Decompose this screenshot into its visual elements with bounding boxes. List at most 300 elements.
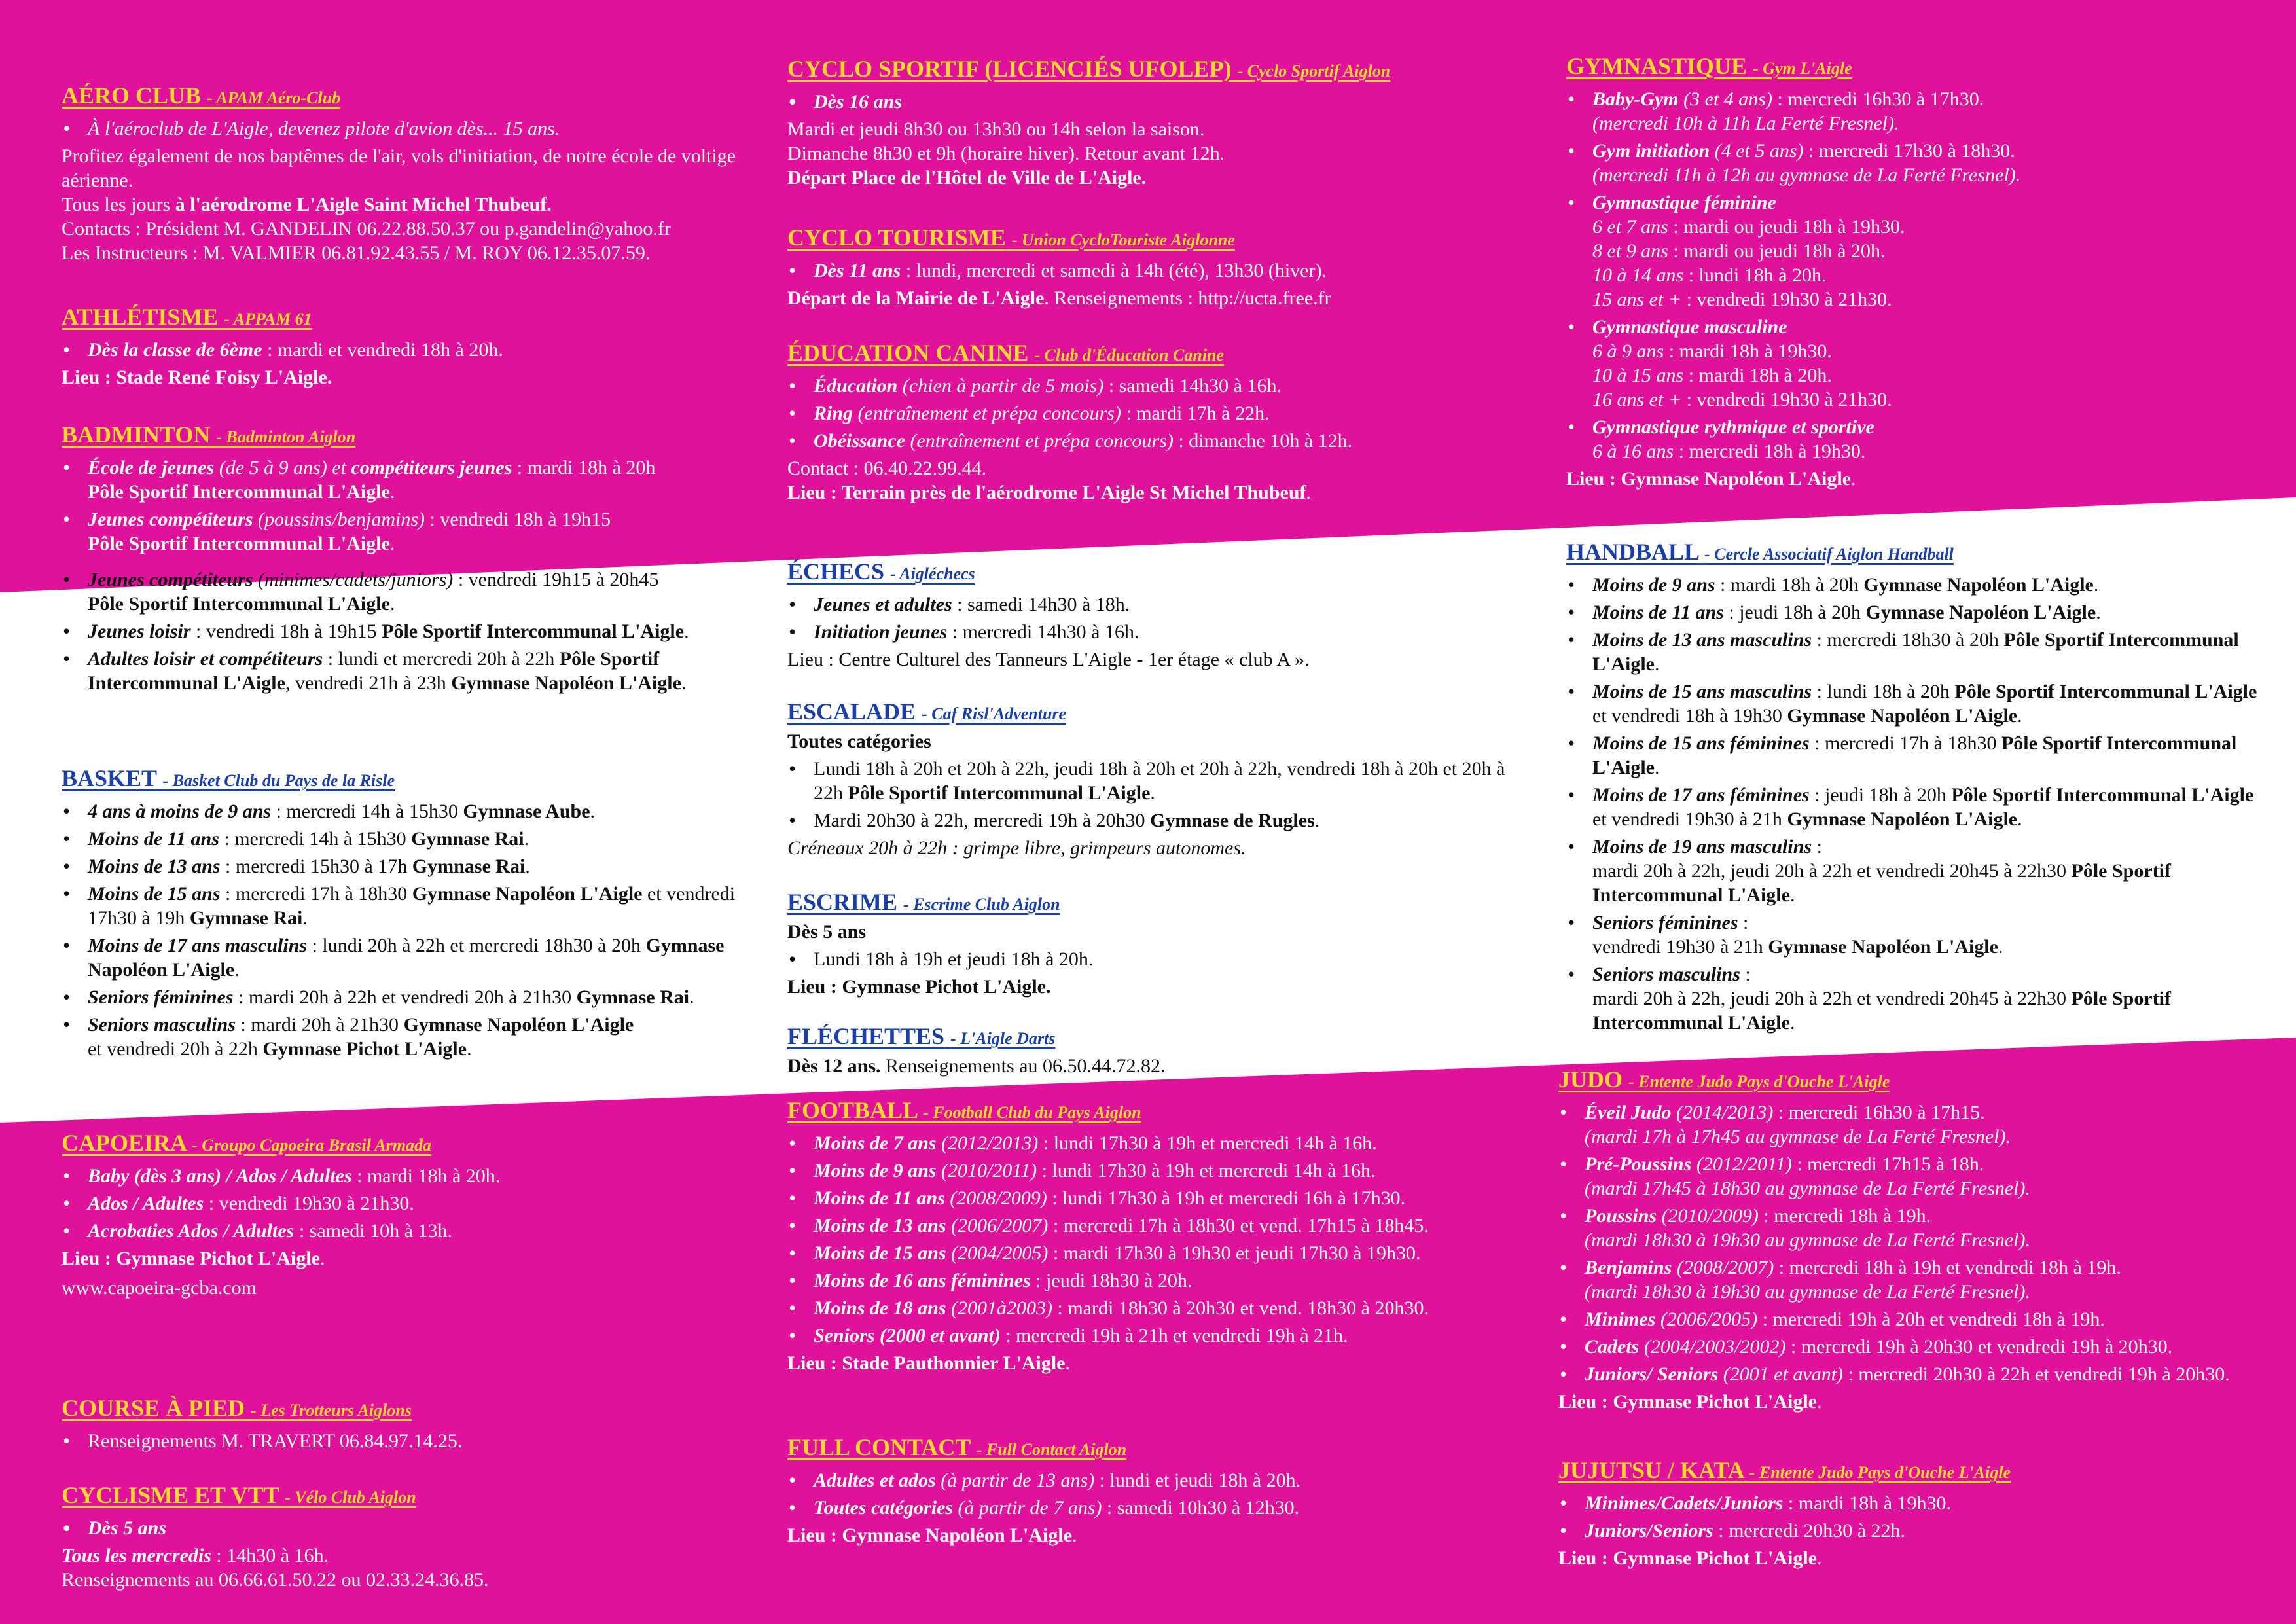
text: Cadets bbox=[1585, 1336, 1640, 1358]
text: : mercredi 18h à 19h30. bbox=[1674, 441, 1866, 462]
text: 16 ans et + bbox=[1592, 389, 1682, 410]
location: Lieu : Gymnase Pichot L'Aigle. bbox=[1558, 1547, 1822, 1569]
club-name: - Union CycloTouriste Aiglonne bbox=[1011, 230, 1235, 249]
list-item: • Jeunes compétiteurs (minimes/cadets/juniors) : vendredi 19h15 à 20h45 Pôle Sportif Intercommunal L'Aigle. bbox=[62, 568, 768, 616]
text: : mardi 17h à 22h. bbox=[1121, 403, 1270, 424]
section-title bbox=[787, 338, 1534, 370]
text: Dès 11 ans bbox=[814, 260, 901, 281]
text: : mardi 18h à 20h. bbox=[351, 1165, 501, 1187]
text: Lieu : Stade Pauthonnier L'Aigle bbox=[787, 1352, 1066, 1374]
text: Tous les mercredis bbox=[62, 1545, 211, 1566]
title-text: ESCRIME bbox=[787, 889, 898, 915]
text: Renseignements au 06.50.44.72.82. bbox=[880, 1055, 1166, 1077]
section-capoeira bbox=[62, 1128, 768, 1300]
section-judo bbox=[1558, 1064, 2260, 1414]
text: Juniors/Seniors bbox=[1585, 1520, 1713, 1542]
text: (mercredi 11h à 12h au gymnase de La Ferté Fresnel). bbox=[1592, 164, 2021, 186]
text: 10 à 15 ans bbox=[1592, 365, 1684, 386]
text: Pôle Sportif Intercommunal L'Aigle bbox=[1592, 629, 2239, 675]
list-item bbox=[62, 1164, 768, 1188]
list-item: • Dès 16 ans bbox=[787, 90, 1534, 114]
text: (entraînement et prépa concours) bbox=[905, 430, 1174, 452]
section-title bbox=[787, 887, 1534, 920]
text: Moins de 17 ans masculins bbox=[88, 935, 308, 956]
text: (2006/2007) bbox=[946, 1215, 1049, 1236]
list-item bbox=[787, 1159, 1534, 1183]
text: : mercredi 20h30 à 22h et vendredi 19h à 20h30. bbox=[1843, 1363, 2230, 1385]
text: Pôle Sportif Intercommunal L'Aigle bbox=[848, 782, 1151, 804]
text: Moins de 15 ans féminines bbox=[1592, 732, 1810, 754]
text: (2004/2003/2002) bbox=[1639, 1336, 1786, 1358]
text: (entraînement et prépa concours) bbox=[853, 403, 1121, 424]
title-text: AÉRO CLUB bbox=[62, 82, 202, 109]
text: Pôle Sportif Intercommunal L'Aigle bbox=[1592, 732, 2237, 778]
list-item bbox=[787, 1186, 1534, 1210]
title-text: COURSE À PIED bbox=[62, 1395, 245, 1421]
text: 6 à 9 ans bbox=[1592, 340, 1664, 362]
text: (3 et 4 ans) bbox=[1678, 88, 1772, 110]
section-echecs bbox=[787, 556, 1534, 672]
text: Pôle Sportif Intercommunal L'Aigle bbox=[1951, 784, 2254, 806]
section-athletisme bbox=[62, 302, 768, 389]
list-item: • Moins de 13 ans masculins : mercredi 18h30 à 20h Pôle Sportif Intercommunal L'Aigle. bbox=[1566, 628, 2260, 676]
text: : lundi, mercredi et samedi à 14h (été), 13h30 (hiver). bbox=[901, 260, 1327, 281]
club-name: - Entente Judo Pays d'Ouche L'Aigle bbox=[1628, 1072, 1890, 1091]
text: Gymnase Napoléon L'Aigle bbox=[403, 1014, 634, 1036]
location: Lieu : Gymnase Pichot L'Aigle. bbox=[787, 976, 1051, 998]
list-item bbox=[787, 374, 1534, 398]
text: (minimes/cadets/juniors) bbox=[253, 569, 454, 590]
text: Lieu : Gymnase Pichot L'Aigle bbox=[1558, 1391, 1817, 1413]
text: École de jeunes bbox=[88, 457, 215, 478]
text: Éducation bbox=[814, 375, 898, 397]
text: Seniors (2000 et avant) bbox=[814, 1325, 1001, 1346]
text: Pôle Sportif Intercommunal L'Aigle bbox=[1954, 681, 2257, 702]
list-item bbox=[1558, 1362, 2260, 1386]
text: 8 et 9 ans bbox=[1592, 240, 1668, 262]
text: Pôle Sportif Intercommunal L'Aigle bbox=[88, 481, 390, 503]
text: : mercredi 16h30 à 17h30. bbox=[1772, 88, 1984, 110]
list-item: • Moins de 11 ans : mercredi 14h à 15h30 Gymnase Rai. bbox=[62, 827, 768, 851]
text: Gymnase Napoléon L'Aigle bbox=[451, 672, 681, 694]
text: Gymnase Napoléon L'Aigle bbox=[88, 935, 725, 981]
list-item bbox=[787, 1296, 1534, 1320]
text: : samedi 14h30 à 16h. bbox=[1103, 375, 1282, 397]
text: (chien à partir de 5 mois) bbox=[897, 375, 1104, 397]
text: Moins de 9 ans bbox=[1592, 574, 1715, 596]
title-text: FOOTBALL bbox=[787, 1097, 918, 1123]
text: : vendredi 19h30 à 21h30. bbox=[1681, 389, 1892, 410]
text: Pôle Sportif bbox=[559, 648, 660, 670]
club-name: - Club d'Éducation Canine bbox=[1034, 346, 1225, 365]
text: Gymnase Napoléon L'Aigle bbox=[1863, 574, 2094, 596]
text: à l'aérodrome L'Aigle Saint Michel Thubeuf. bbox=[175, 194, 552, 215]
text: Pôle Sportif Intercommunal L'Aigle bbox=[1592, 860, 2171, 906]
text: Gymnase Napoléon L'Aigle bbox=[412, 883, 643, 905]
text: : lundi 17h30 à 19h et mercredi 14h à 16h. bbox=[1037, 1160, 1376, 1182]
list-item bbox=[787, 1131, 1534, 1155]
text: Dès 12 ans. bbox=[787, 1055, 881, 1077]
list-item: • Moins de 9 ans : mardi 18h à 20h Gymnase Napoléon L'Aigle. bbox=[1566, 573, 2260, 597]
text: (2008/2007) bbox=[1672, 1257, 1774, 1278]
text: Pôle Sportif Intercommunal L'Aigle bbox=[88, 533, 390, 554]
text: : mardi 18h à 19h30. bbox=[1783, 1492, 1952, 1514]
section-full-contact bbox=[787, 1432, 1534, 1547]
section-handball bbox=[1566, 537, 2260, 1038]
text: Toutes catégories bbox=[814, 1497, 954, 1519]
text: : mardi 18h30 à 20h30 et vend. 18h30 à 20h30. bbox=[1052, 1297, 1429, 1319]
text: (2010/2009) bbox=[1657, 1205, 1759, 1227]
list-item: • Moins de 15 ans féminines : mercredi 17h à 18h30 Pôle Sportif Intercommunal L'Aigle. bbox=[1566, 731, 2260, 780]
list-item bbox=[1558, 1491, 2260, 1515]
text: Dès la classe de 6ème bbox=[88, 339, 262, 361]
club-name: - Full Contact Aiglon bbox=[976, 1440, 1127, 1459]
text: : lundi et mercredi 20h à 22h bbox=[323, 648, 560, 670]
note: Créneaux 20h à 22h : grimpe libre, grimpeurs autonomes. bbox=[787, 837, 1246, 859]
text: , vendredi 21h à 23h bbox=[285, 672, 452, 694]
text: : mercredi 15h30 à 17h bbox=[220, 856, 412, 877]
text: : mercredi 19h à 20h et vendredi 18h à 19h. bbox=[1757, 1308, 2105, 1330]
list-item bbox=[787, 1241, 1534, 1265]
text: (mardi 17h à 17h45 au gymnase de La Ferté Fresnel). bbox=[1585, 1126, 2011, 1147]
text: (mercredi 10h à 11h La Ferté Fresnel). bbox=[1592, 113, 1899, 134]
text: : mercredi 17h30 à 18h30. bbox=[1803, 140, 2015, 162]
text: Éveil Judo bbox=[1585, 1102, 1672, 1123]
section-title bbox=[62, 81, 768, 113]
text: Adultes et ados bbox=[814, 1470, 936, 1491]
text: Acrobaties Ados / Adultes bbox=[88, 1220, 295, 1242]
text: Benjamins bbox=[1585, 1257, 1672, 1278]
text: : mercredi 19h à 21h et vendredi 19h à 21h. bbox=[1000, 1325, 1348, 1346]
text: Moins de 18 ans bbox=[814, 1297, 952, 1319]
list-item bbox=[62, 1191, 768, 1216]
list-item: • Moins de 11 ans : jeudi 18h à 20h Gymnase Napoléon L'Aigle. bbox=[1566, 600, 2260, 624]
list-item bbox=[62, 1219, 768, 1243]
section-title bbox=[1566, 537, 2260, 569]
text: : mardi 18h à 20h. bbox=[1683, 365, 1832, 386]
text-line bbox=[62, 192, 768, 217]
text: et vendredi 17h30 à 19h bbox=[88, 883, 736, 929]
text: Seniors féminines bbox=[88, 986, 234, 1008]
text: 6 et 7 ans bbox=[1592, 216, 1668, 238]
title-text: HANDBALL bbox=[1566, 539, 1699, 565]
text: Obéissance bbox=[814, 430, 905, 452]
list-item: • Lundi 18h à 19h et jeudi 18h à 20h. bbox=[787, 947, 1534, 971]
text: 15 ans et + bbox=[1592, 289, 1682, 310]
text: Moins de 9 ans bbox=[814, 1160, 937, 1182]
section-title bbox=[787, 696, 1534, 729]
list-item: • Moins de 13 ans : mercredi 15h30 à 17h Gymnase Rai. bbox=[62, 854, 768, 878]
list-item bbox=[1558, 1255, 2260, 1304]
title-text: CAPOEIRA bbox=[62, 1130, 187, 1156]
section-title bbox=[1558, 1455, 2260, 1488]
text: Moins de 11 ans bbox=[814, 1187, 945, 1209]
text: Initiation jeunes bbox=[814, 621, 948, 643]
text: (2012/2011) bbox=[1691, 1153, 1792, 1175]
club-name: - L'Aigle Darts bbox=[950, 1029, 1056, 1048]
text: : mercredi 14h à 15h30 bbox=[219, 828, 412, 850]
list-item bbox=[787, 259, 1534, 283]
title-text: ÉDUCATION CANINE bbox=[787, 340, 1029, 366]
text: Gymnase Rai bbox=[411, 828, 524, 850]
location: Lieu : Gymnase Napoléon L'Aigle. bbox=[787, 1525, 1077, 1546]
list-item bbox=[787, 1496, 1534, 1520]
text-line: Profitez également de nos baptêmes de l'air, vols d'initiation, de notre école de voltige aérienne. bbox=[62, 145, 736, 191]
text: (2010/2011) bbox=[936, 1160, 1037, 1182]
list-item: • Seniors masculins : mardi 20h à 22h, jeudi 20h à 22h et vendredi 20h45 à 22h30 Pôle Sportif Intercommunal L'Aigle. bbox=[1566, 962, 2260, 1035]
location: Lieu : Gymnase Pichot L'Aigle. bbox=[62, 1248, 325, 1269]
text: et vendredi 19h30 à 21h bbox=[1592, 808, 1787, 830]
text: (mardi 18h30 à 19h30 au gymnase de La Ferté Fresnel). bbox=[1585, 1281, 2031, 1303]
list-item bbox=[1558, 1335, 2260, 1359]
club-name: - APAM Aéro-Club bbox=[207, 88, 341, 107]
text: : dimanche 10h à 12h. bbox=[1173, 430, 1353, 452]
text: Tous les jours bbox=[62, 194, 175, 215]
section-title bbox=[62, 763, 768, 796]
text: (poussins/benjamins) bbox=[253, 509, 425, 530]
location: Lieu : Gymnase Pichot L'Aigle. bbox=[1558, 1391, 1822, 1413]
text: : vendredi 19h30 à 21h30. bbox=[1681, 289, 1892, 310]
text: 4 ans à moins de 9 ans bbox=[88, 801, 272, 822]
text: Juniors/ Seniors bbox=[1585, 1363, 1719, 1385]
text: : lundi et jeudi 18h à 20h. bbox=[1094, 1470, 1301, 1491]
text-line bbox=[62, 1543, 768, 1568]
contact-line: Renseignements au 06.66.61.50.22 ou 02.33.24.36.85. bbox=[62, 1569, 489, 1591]
section-title bbox=[62, 1480, 768, 1513]
title-text: ATHLÉTISME bbox=[62, 304, 219, 330]
list-item bbox=[787, 1324, 1534, 1348]
text: Moins de 13 ans masculins bbox=[1592, 629, 1812, 651]
text: : mercredi 17h à 18h30 bbox=[220, 883, 412, 905]
text: Gymnase Napoléon L'Aigle bbox=[1787, 705, 2018, 727]
contact-line: Contacts : Président M. GANDELIN 06.22.88.50.37 ou p.gandelin@yahoo.fr bbox=[62, 218, 671, 240]
text: Mardi 20h30 à 22h, mercredi 19h à 20h30 bbox=[814, 810, 1151, 831]
text: (à partir de 13 ans) bbox=[935, 1470, 1095, 1491]
text: : vendredi 19h15 à 20h45 bbox=[453, 569, 659, 590]
text: Lundi 18h à 20h et 20h à 22h, jeudi 18h à 20h et 20h à 22h, vendredi 18h à 20h et 20h à 22h bbox=[814, 758, 1505, 804]
list-item bbox=[1558, 1519, 2260, 1543]
text: . Renseignements : http://ucta.free.fr bbox=[1044, 287, 1331, 309]
text: : jeudi 18h30 à 20h. bbox=[1030, 1270, 1193, 1291]
section-aero-club bbox=[62, 81, 768, 265]
text-line bbox=[787, 1054, 1534, 1078]
text: Baby-Gym bbox=[1592, 88, 1679, 110]
title-text: ESCALADE bbox=[787, 698, 916, 725]
text: : lundi 18h à 20h. bbox=[1683, 264, 1827, 286]
section-cyclisme-vtt bbox=[62, 1480, 768, 1592]
text: : mardi 18h à 20h bbox=[512, 457, 656, 478]
text: : vendredi 18h à 19h15 bbox=[425, 509, 611, 530]
text: (2001à2003) bbox=[951, 1297, 1053, 1319]
location: Lieu : Centre Culturel des Tanneurs L'Aigle - 1er étage « club A ». bbox=[787, 649, 1310, 670]
text: : bbox=[1740, 964, 1751, 985]
list-item: • Moins de 17 ans féminines : jeudi 18h à 20h Pôle Sportif Intercommunal L'Aigle et vendredi 19h30 à 21h Gymnase Napoléon L'Aigle. bbox=[1566, 783, 2260, 831]
text: : lundi 18h à 20h bbox=[1812, 681, 1955, 702]
text: Pôle Sportif Intercommunal L'Aigle bbox=[88, 593, 390, 615]
text: : mercredi 18h à 19h et vendredi 18h à 19h. bbox=[1774, 1257, 2121, 1278]
text: : samedi 10h30 à 12h30. bbox=[1102, 1497, 1300, 1519]
club-name: - Football Club du Pays Aiglon bbox=[923, 1103, 1141, 1122]
list-item: • Lundi 18h à 20h et 20h à 22h, jeudi 18h à 20h et 20h à 22h, vendredi 18h à 20h et 20h à 22h Pôle Sportif Intercommunal L'Aigle. bbox=[787, 757, 1534, 805]
text: et bbox=[332, 457, 351, 478]
title-text: JUJUTSU / KATA bbox=[1558, 1457, 1744, 1483]
title-text: JUDO bbox=[1558, 1066, 1623, 1092]
list-item bbox=[1558, 1204, 2260, 1252]
text: Gymnase Napoléon L'Aigle bbox=[1865, 602, 2096, 623]
title-text: GYMNASTIQUE bbox=[1566, 53, 1748, 79]
text: Pré-Poussins bbox=[1585, 1153, 1692, 1175]
club-name: - Escrime Club Aiglon bbox=[903, 895, 1060, 914]
text: : mercredi 18h30 à 20h bbox=[1812, 629, 2004, 651]
text: Gymnastique rythmique et sportive bbox=[1592, 416, 1874, 438]
list-item bbox=[787, 1468, 1534, 1492]
text: Intercommunal L'Aigle bbox=[88, 672, 285, 694]
list-item bbox=[1558, 1100, 2260, 1149]
list-item bbox=[787, 429, 1534, 453]
list-item: • Moins de 15 ans : mercredi 17h à 18h30 Gymnase Napoléon L'Aigle et vendredi 17h30 à 19h Gymnase Rai. bbox=[62, 882, 768, 930]
text: mardi 20h à 22h, jeudi 20h à 22h et vendredi 20h45 à 22h30 bbox=[1592, 860, 2072, 882]
text: Jeunes compétiteurs bbox=[88, 509, 253, 530]
category: Toutes catégories bbox=[787, 731, 931, 752]
text: Moins de 17 ans féminines bbox=[1592, 784, 1810, 806]
list-item bbox=[787, 592, 1534, 617]
text: : bbox=[1738, 912, 1749, 933]
text: : mercredi 17h15 à 18h. bbox=[1791, 1153, 1984, 1175]
list-item bbox=[1558, 1307, 2260, 1331]
text: Lieu : Gymnase Napoléon L'Aigle bbox=[787, 1525, 1073, 1546]
text: vendredi 19h30 à 21h bbox=[1592, 936, 1768, 958]
club-name: - Aigléchecs bbox=[890, 564, 975, 583]
text: Moins de 15 ans bbox=[814, 1242, 946, 1264]
text: : samedi 14h30 à 18h. bbox=[952, 594, 1130, 615]
title-text: CYCLO TOURISME bbox=[787, 225, 1006, 251]
text: Moins de 15 ans bbox=[88, 883, 221, 905]
title-text: CYCLO SPORTIF (LICENCIÉS UFOLEP) bbox=[787, 56, 1232, 82]
section-title bbox=[787, 223, 1534, 255]
list-item: • Renseignements M. TRAVERT 06.84.97.14.25. bbox=[62, 1429, 768, 1453]
list-item: • École de jeunes (de 5 à 9 ans) et compétiteurs jeunes : mardi 18h à 20h Pôle Sportif Intercommunal L'Aigle. bbox=[62, 456, 768, 504]
location: Lieu : Gymnase Napoléon L'Aigle. bbox=[1566, 468, 1856, 490]
text: et vendredi 18h à 19h30 bbox=[1592, 705, 1787, 727]
club-name: - Gym L'Aigle bbox=[1753, 59, 1852, 78]
text: Moins de 19 ans masculins bbox=[1592, 836, 1812, 857]
text: Lieu : Gymnase Pichot L'Aigle bbox=[1558, 1547, 1817, 1569]
title-text: FLÉCHETTES bbox=[787, 1023, 945, 1049]
list-item: • Moins de 17 ans masculins : lundi 20h à 22h et mercredi 18h30 à 20h Gymnase Napoléon L'Aigle. bbox=[62, 933, 768, 982]
location: Lieu : Terrain près de l'aérodrome L'Aigle St Michel Thubeuf. bbox=[787, 482, 1312, 503]
section-escalade bbox=[787, 696, 1534, 860]
section-jujutsu-kata bbox=[1558, 1455, 2260, 1570]
list-item: • Moins de 19 ans masculins : mardi 20h à 22h, jeudi 20h à 22h et vendredi 20h45 à 22h30 Pôle Sportif Intercommunal L'Aigle. bbox=[1566, 835, 2260, 907]
list-item bbox=[1566, 415, 2260, 463]
list-item bbox=[787, 620, 1534, 644]
text: Moins de 15 ans masculins bbox=[1592, 681, 1812, 702]
text: Gymnase Napoléon L'Aigle bbox=[1787, 808, 2018, 830]
text: (2014/2013) bbox=[1671, 1102, 1774, 1123]
text: Seniors masculins bbox=[88, 1014, 236, 1036]
club-name: - Cercle Associatif Aiglon Handball bbox=[1704, 545, 1954, 564]
text: : mardi 18h à 19h30. bbox=[1664, 340, 1832, 362]
section-cyclo-tourisme bbox=[787, 223, 1534, 310]
website-link[interactable]: www.capoeira-gcba.com bbox=[62, 1277, 257, 1299]
text: (mardi 17h45 à 18h30 au gymnase de La Ferté Fresnel). bbox=[1585, 1178, 2031, 1199]
text: mardi 20h à 22h, jeudi 20h à 22h et vendredi 20h45 à 22h30 bbox=[1592, 988, 2072, 1009]
text: Gymnase de Rugles bbox=[1150, 810, 1315, 831]
text: : mercredi 18h à 19h. bbox=[1758, 1205, 1931, 1227]
text: : mercredi 17h à 18h30 bbox=[1809, 732, 2001, 754]
list-item bbox=[1566, 87, 2260, 135]
section-course-a-pied bbox=[62, 1393, 768, 1456]
section-gymnastique bbox=[1566, 51, 2260, 491]
list-item: • Dès 5 ans bbox=[62, 1516, 768, 1540]
text: Jeunes loisir bbox=[88, 621, 191, 642]
text: : vendredi 19h30 à 21h30. bbox=[204, 1193, 414, 1214]
text: (2006/2005) bbox=[1655, 1308, 1758, 1330]
list-item bbox=[1566, 190, 2260, 312]
text-line: Dimanche 8h30 et 9h (horaire hiver). Retour avant 12h. bbox=[787, 143, 1225, 164]
text: : mercredi 16h30 à 17h15. bbox=[1773, 1102, 1985, 1123]
list-item bbox=[1566, 315, 2260, 412]
list-item bbox=[787, 1214, 1534, 1238]
club-name: - APPAM 61 bbox=[224, 310, 312, 329]
list-item: • Seniors masculins : mardi 20h à 21h30 Gymnase Napoléon L'Aigle et vendredi 20h à 22h Gymnase Pichot L'Aigle. bbox=[62, 1013, 768, 1061]
text: (2001 et avant) bbox=[1718, 1363, 1844, 1385]
text: Lieu : Gymnase Pichot L'Aigle bbox=[62, 1248, 320, 1269]
text: Moins de 7 ans bbox=[814, 1132, 937, 1154]
section-escrime bbox=[787, 887, 1534, 999]
text: : mardi ou jeudi 18h à 20h. bbox=[1668, 240, 1886, 262]
text: Pôle Sportif Intercommunal L'Aigle bbox=[1592, 988, 2171, 1034]
club-name: - Badminton Aiglon bbox=[216, 427, 356, 446]
list-item: • 4 ans à moins de 9 ans : mercredi 14h à 15h30 Gymnase Aube. bbox=[62, 799, 768, 823]
section-title bbox=[787, 556, 1534, 589]
location: Lieu : Stade René Foisy L'Aigle. bbox=[62, 367, 332, 388]
location: Départ Place de l'Hôtel de Ville de L'Aigle. bbox=[787, 167, 1147, 189]
text: Gymnase Rai bbox=[189, 907, 303, 929]
list-item: • Jeunes compétiteurs (poussins/benjamins) : vendredi 18h à 19h15 Pôle Sportif Intercommunal L'Aigle. bbox=[62, 507, 768, 556]
list-item: • Adultes loisir et compétiteurs : lundi et mercredi 20h à 22h Pôle Sportif Intercommunal L'Aigle, vendredi 21h à 23h Gymnase Napoléon L'Aigle. bbox=[62, 647, 768, 695]
list-item: • Seniors féminines : mardi 20h à 22h et vendredi 20h à 21h30 Gymnase Rai. bbox=[62, 985, 768, 1009]
title-text: BASKET bbox=[62, 765, 157, 791]
text: : mercredi 20h30 à 22h. bbox=[1713, 1520, 1906, 1542]
text: (4 et 5 ans) bbox=[1710, 140, 1804, 162]
text: et vendredi 20h à 22h bbox=[88, 1038, 263, 1060]
club-name: - Vélo Club Aiglon bbox=[285, 1488, 416, 1507]
text: Gymnastique féminine bbox=[1592, 192, 1776, 213]
contact-line: Les Instructeurs : M. VALMIER 06.81.92.43.55 / M. ROY 06.12.35.07.59. bbox=[62, 242, 651, 264]
club-name: - Groupo Capoeira Brasil Armada bbox=[192, 1136, 432, 1155]
text: : lundi 17h30 à 19h et mercredi 14h à 16h. bbox=[1038, 1132, 1377, 1154]
list-item: • Mardi 20h30 à 22h, mercredi 19h à 20h30 Gymnase de Rugles. bbox=[787, 808, 1534, 833]
text: (mardi 18h30 à 19h30 au gymnase de La Ferté Fresnel). bbox=[1585, 1229, 2031, 1251]
text: (2012/2013) bbox=[936, 1132, 1039, 1154]
text: Moins de 11 ans bbox=[1592, 602, 1724, 623]
text: Gymnase Rai bbox=[412, 856, 526, 877]
text: : mercredi 19h à 20h30 et vendredi 19h à 20h30. bbox=[1785, 1336, 2173, 1358]
text: Jeunes et adultes bbox=[814, 594, 952, 615]
list-item bbox=[1566, 139, 2260, 187]
text: Lieu : Terrain près de l'aérodrome L'Aigle St Michel Thubeuf bbox=[787, 482, 1306, 503]
text: Moins de 11 ans bbox=[88, 828, 219, 850]
text: (2008/2009) bbox=[944, 1187, 1047, 1209]
text: Seniors masculins bbox=[1592, 964, 1740, 985]
club-name: - Les Trotteurs Aiglons bbox=[251, 1401, 412, 1420]
text: : mardi 18h à 20h bbox=[1715, 574, 1864, 596]
text-line: • À l'aéroclub de L'Aigle, devenez pilote d'avion dès... 15 ans. bbox=[62, 117, 768, 141]
title-text: CYCLISME ET VTT bbox=[62, 1482, 279, 1508]
text: : samedi 10h à 13h. bbox=[294, 1220, 452, 1242]
text: Gymnase Pichot L'Aigle bbox=[262, 1038, 467, 1060]
